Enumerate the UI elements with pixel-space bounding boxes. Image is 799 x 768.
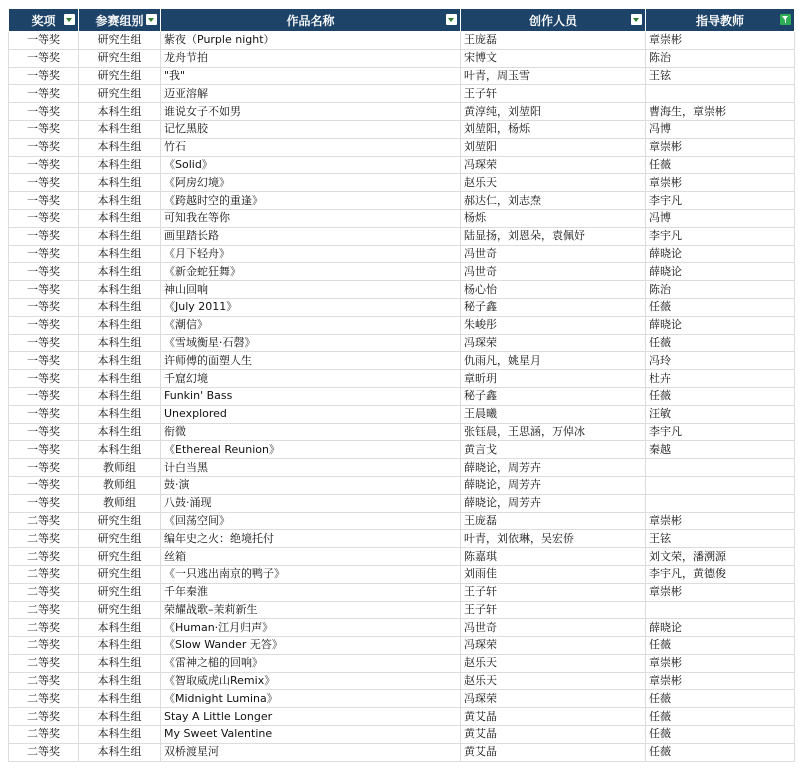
table-row[interactable] [9, 512, 795, 530]
table-row[interactable] [9, 103, 795, 121]
cell-group[interactable]: 研究生组 [79, 49, 161, 67]
cell-work-title[interactable]: 《跨越时空的重逢》 [161, 192, 461, 210]
cell-award[interactable]: 一等奖 [9, 441, 79, 459]
table-row[interactable] [9, 245, 795, 263]
cell-advisor[interactable]: 任薇 [646, 743, 795, 761]
cell-advisor[interactable]: 李宇凡 [646, 423, 795, 441]
cell-creators[interactable]: 刘堃阳，杨烁 [461, 120, 646, 138]
cell-group[interactable]: 研究生组 [79, 32, 161, 50]
cell-award[interactable]: 二等奖 [9, 672, 79, 690]
cell-award[interactable]: 一等奖 [9, 192, 79, 210]
table-row[interactable] [9, 690, 795, 708]
cell-creators[interactable]: 冯琛荣 [461, 690, 646, 708]
cell-work-title[interactable]: 记忆黑胶 [161, 120, 461, 138]
cell-advisor[interactable]: 王铉 [646, 67, 795, 85]
cell-creators[interactable]: 刘雨佳 [461, 565, 646, 583]
cell-group[interactable]: 本科生组 [79, 423, 161, 441]
cell-group[interactable]: 教师组 [79, 476, 161, 494]
cell-award[interactable]: 二等奖 [9, 583, 79, 601]
cell-group[interactable]: 本科生组 [79, 174, 161, 192]
cell-group[interactable]: 研究生组 [79, 512, 161, 530]
cell-award[interactable]: 一等奖 [9, 85, 79, 103]
cell-group[interactable]: 本科生组 [79, 672, 161, 690]
cell-award[interactable]: 一等奖 [9, 459, 79, 477]
cell-work-title[interactable]: 画里踏长路 [161, 227, 461, 245]
cell-group[interactable]: 本科生组 [79, 138, 161, 156]
cell-creators[interactable]: 黄淳纯，刘堃阳 [461, 103, 646, 121]
header-award [9, 9, 79, 32]
cell-group[interactable]: 研究生组 [79, 565, 161, 583]
cell-advisor[interactable]: 陈治 [646, 49, 795, 67]
header-label: 参赛组别 [95, 13, 144, 28]
cell-creators[interactable]: 王子轩 [461, 583, 646, 601]
cell-work-title[interactable]: 《Ethereal Reunion》 [161, 441, 461, 459]
table-row[interactable] [9, 708, 795, 726]
table-row[interactable] [9, 565, 795, 583]
cell-group[interactable]: 本科生组 [79, 690, 161, 708]
cell-work-title[interactable]: 紫夜（Purple night） [161, 32, 461, 50]
cell-work-title[interactable]: My Sweet Valentine [161, 726, 461, 744]
cell-advisor[interactable]: 李宇凡，黄德俊 [646, 565, 795, 583]
table-row[interactable] [9, 726, 795, 744]
cell-award[interactable]: 一等奖 [9, 352, 79, 370]
cell-work-title[interactable]: 《回荡空间》 [161, 512, 461, 530]
cell-creators[interactable]: 冯琛荣 [461, 156, 646, 174]
cell-advisor[interactable]: 任薇 [646, 690, 795, 708]
table-row[interactable] [9, 476, 795, 494]
cell-work-title[interactable]: 《July 2011》 [161, 298, 461, 316]
cell-creators[interactable]: 王晨曦 [461, 405, 646, 423]
cell-work-title[interactable]: 龙舟节拍 [161, 49, 461, 67]
cell-group[interactable]: 本科生组 [79, 263, 161, 281]
table-row[interactable] [9, 32, 795, 50]
cell-advisor[interactable]: 章崇彬 [646, 583, 795, 601]
cell-group[interactable]: 研究生组 [79, 85, 161, 103]
cell-creators[interactable]: 叶青，刘依琳，吴宏侨 [461, 530, 646, 548]
cell-advisor[interactable]: 章崇彬 [646, 174, 795, 192]
cell-award[interactable]: 一等奖 [9, 263, 79, 281]
cell-award[interactable]: 一等奖 [9, 423, 79, 441]
cell-work-title[interactable]: 《新金蛇狂舞》 [161, 263, 461, 281]
cell-award[interactable]: 一等奖 [9, 120, 79, 138]
cell-work-title[interactable]: 谁说女子不如男 [161, 103, 461, 121]
cell-creators[interactable]: 薛晓论，周芳卉 [461, 476, 646, 494]
cell-group[interactable]: 本科生组 [79, 227, 161, 245]
cell-group[interactable]: 本科生组 [79, 316, 161, 334]
cell-group[interactable]: 本科生组 [79, 405, 161, 423]
cell-advisor[interactable]: 秦越 [646, 441, 795, 459]
cell-creators[interactable]: 赵乐天 [461, 654, 646, 672]
cell-creators[interactable]: 陆显扬，刘恩朵，袁佩妤 [461, 227, 646, 245]
header-row [9, 9, 795, 32]
table-row[interactable] [9, 601, 795, 619]
table-row[interactable] [9, 138, 795, 156]
table-row[interactable] [9, 387, 795, 405]
cell-advisor[interactable]: 任薇 [646, 708, 795, 726]
cell-work-title[interactable]: 《阿房幻境》 [161, 174, 461, 192]
cell-creators[interactable]: 秘子鑫 [461, 387, 646, 405]
cell-group[interactable]: 本科生组 [79, 370, 161, 388]
cell-advisor[interactable]: 章崇彬 [646, 654, 795, 672]
cell-award[interactable]: 一等奖 [9, 387, 79, 405]
cell-advisor[interactable]: 任薇 [646, 726, 795, 744]
cell-group[interactable]: 教师组 [79, 494, 161, 512]
cell-creators[interactable]: 刘堃阳 [461, 138, 646, 156]
cell-award[interactable]: 二等奖 [9, 637, 79, 655]
filter-active-icon[interactable] [780, 14, 791, 25]
table-row[interactable] [9, 156, 795, 174]
cell-creators[interactable]: 赵乐天 [461, 174, 646, 192]
cell-creators[interactable]: 王子轩 [461, 85, 646, 103]
cell-advisor[interactable]: 章崇彬 [646, 672, 795, 690]
cell-award[interactable]: 一等奖 [9, 476, 79, 494]
header-label: 创作人员 [528, 13, 577, 28]
cell-award[interactable]: 一等奖 [9, 494, 79, 512]
filter-dropdown-icon[interactable] [146, 14, 157, 25]
table-row[interactable] [9, 227, 795, 245]
header-work-title [161, 9, 461, 32]
cell-award[interactable]: 一等奖 [9, 174, 79, 192]
table-row[interactable] [9, 405, 795, 423]
cell-creators[interactable]: 朱峻彤 [461, 316, 646, 334]
cell-award[interactable]: 二等奖 [9, 548, 79, 566]
cell-creators[interactable]: 冯琛荣 [461, 334, 646, 352]
table-row[interactable] [9, 352, 795, 370]
cell-creators[interactable]: 王庞磊 [461, 32, 646, 50]
cell-award[interactable]: 一等奖 [9, 103, 79, 121]
table-row[interactable] [9, 530, 795, 548]
cell-advisor[interactable]: 任薇 [646, 334, 795, 352]
cell-award[interactable]: 一等奖 [9, 370, 79, 388]
cell-work-title[interactable]: 《一只逃出南京的鸭子》 [161, 565, 461, 583]
table-row[interactable] [9, 548, 795, 566]
filter-dropdown-icon[interactable] [64, 14, 75, 25]
table-row[interactable] [9, 192, 795, 210]
cell-group[interactable]: 本科生组 [79, 654, 161, 672]
cell-advisor[interactable]: 任薇 [646, 387, 795, 405]
cell-group[interactable]: 研究生组 [79, 548, 161, 566]
cell-advisor[interactable]: 薛晓论 [646, 619, 795, 637]
cell-award[interactable]: 一等奖 [9, 156, 79, 174]
cell-group[interactable]: 本科生组 [79, 708, 161, 726]
table-row[interactable] [9, 583, 795, 601]
cell-work-title[interactable]: 八鼓·涌现 [161, 494, 461, 512]
table-row[interactable] [9, 174, 795, 192]
cell-group[interactable]: 教师组 [79, 459, 161, 477]
cell-creators[interactable]: 张钰晨，王思涵，万倬冰 [461, 423, 646, 441]
table-body [9, 32, 795, 762]
cell-award[interactable]: 二等奖 [9, 512, 79, 530]
cell-creators[interactable]: 陈嘉琪 [461, 548, 646, 566]
cell-work-title[interactable]: 衔微 [161, 423, 461, 441]
table-row[interactable] [9, 637, 795, 655]
cell-group[interactable]: 本科生组 [79, 245, 161, 263]
cell-creators[interactable]: 杨心怡 [461, 281, 646, 299]
cell-advisor[interactable]: 李宇凡 [646, 192, 795, 210]
cell-group[interactable]: 研究生组 [79, 583, 161, 601]
cell-creators[interactable]: 冯世奇 [461, 245, 646, 263]
cell-work-title[interactable]: 迈亚溶解 [161, 85, 461, 103]
cell-group[interactable]: 本科生组 [79, 441, 161, 459]
cell-creators[interactable]: 黄艾晶 [461, 708, 646, 726]
cell-award[interactable]: 二等奖 [9, 708, 79, 726]
cell-work-title[interactable]: 《月下轻舟》 [161, 245, 461, 263]
cell-work-title[interactable]: 《Human·江月归声》 [161, 619, 461, 637]
cell-creators[interactable]: 王庞磊 [461, 512, 646, 530]
cell-award[interactable]: 一等奖 [9, 298, 79, 316]
cell-creators[interactable]: 仇雨凡，姚星月 [461, 352, 646, 370]
table-row[interactable] [9, 85, 795, 103]
cell-work-title[interactable]: 千窟幻境 [161, 370, 461, 388]
table-row[interactable] [9, 619, 795, 637]
cell-group[interactable]: 本科生组 [79, 637, 161, 655]
cell-group[interactable]: 本科生组 [79, 352, 161, 370]
cell-creators[interactable]: 冯琛荣 [461, 637, 646, 655]
cell-creators[interactable]: 黄言戈 [461, 441, 646, 459]
cell-award[interactable]: 一等奖 [9, 227, 79, 245]
cell-advisor[interactable] [646, 476, 795, 494]
cell-award[interactable]: 一等奖 [9, 209, 79, 227]
table-row[interactable] [9, 494, 795, 512]
cell-creators[interactable]: 宋博文 [461, 49, 646, 67]
table-row[interactable] [9, 281, 795, 299]
table-row[interactable] [9, 441, 795, 459]
cell-work-title[interactable]: 《雪域衡星·石磬》 [161, 334, 461, 352]
header-creators [461, 9, 646, 32]
cell-advisor[interactable]: 章崇彬 [646, 32, 795, 50]
cell-creators[interactable]: 秘子鑫 [461, 298, 646, 316]
cell-award[interactable]: 二等奖 [9, 690, 79, 708]
cell-group[interactable]: 本科生组 [79, 334, 161, 352]
cell-award[interactable]: 二等奖 [9, 601, 79, 619]
table-row[interactable] [9, 334, 795, 352]
cell-group[interactable]: 本科生组 [79, 298, 161, 316]
table-row[interactable] [9, 743, 795, 761]
cell-creators[interactable]: 黄艾晶 [461, 743, 646, 761]
cell-advisor[interactable]: 刘文荣，潘溯源 [646, 548, 795, 566]
cell-advisor[interactable]: 章崇彬 [646, 138, 795, 156]
table-row[interactable] [9, 423, 795, 441]
table-row[interactable] [9, 672, 795, 690]
cell-advisor[interactable]: 冯博 [646, 120, 795, 138]
cell-work-title[interactable]: "我" [161, 67, 461, 85]
cell-advisor[interactable] [646, 85, 795, 103]
cell-group[interactable]: 本科生组 [79, 120, 161, 138]
cell-advisor[interactable]: 任薇 [646, 298, 795, 316]
cell-group[interactable]: 本科生组 [79, 103, 161, 121]
cell-work-title[interactable]: Funkin' Bass [161, 387, 461, 405]
spreadsheet [8, 8, 794, 762]
cell-creators[interactable]: 郝达仁，刘志焘 [461, 192, 646, 210]
cell-advisor[interactable] [646, 601, 795, 619]
table-row[interactable] [9, 209, 795, 227]
cell-award[interactable]: 二等奖 [9, 565, 79, 583]
table-row[interactable] [9, 120, 795, 138]
cell-work-title[interactable]: 神山回响 [161, 281, 461, 299]
cell-award[interactable]: 二等奖 [9, 726, 79, 744]
cell-advisor[interactable]: 曹海生，章崇彬 [646, 103, 795, 121]
cell-work-title[interactable]: Unexplored [161, 405, 461, 423]
cell-creators[interactable]: 冯世奇 [461, 619, 646, 637]
cell-creators[interactable]: 冯世奇 [461, 263, 646, 281]
cell-advisor[interactable]: 薛晓论 [646, 316, 795, 334]
cell-creators[interactable]: 叶青，周玉雪 [461, 67, 646, 85]
cell-group[interactable]: 本科生组 [79, 156, 161, 174]
cell-advisor[interactable]: 薛晓论 [646, 245, 795, 263]
cell-group[interactable]: 研究生组 [79, 530, 161, 548]
cell-creators[interactable]: 薛晓论，周芳卉 [461, 459, 646, 477]
header-group [79, 9, 161, 32]
cell-group[interactable]: 本科生组 [79, 387, 161, 405]
filter-dropdown-icon[interactable] [446, 14, 457, 25]
cell-advisor[interactable]: 李宇凡 [646, 227, 795, 245]
cell-award[interactable]: 一等奖 [9, 138, 79, 156]
cell-advisor[interactable]: 任薇 [646, 156, 795, 174]
cell-work-title[interactable]: 千年秦淮 [161, 583, 461, 601]
cell-work-title[interactable]: 荣耀战歌–茉莉新生 [161, 601, 461, 619]
cell-advisor[interactable] [646, 494, 795, 512]
cell-work-title[interactable]: 《Midnight Lumina》 [161, 690, 461, 708]
cell-advisor[interactable]: 王铉 [646, 530, 795, 548]
cell-award[interactable]: 二等奖 [9, 654, 79, 672]
cell-award[interactable]: 一等奖 [9, 32, 79, 50]
cell-advisor[interactable]: 章崇彬 [646, 512, 795, 530]
cell-award[interactable]: 一等奖 [9, 245, 79, 263]
cell-work-title[interactable]: 计白当黑 [161, 459, 461, 477]
cell-group[interactable]: 本科生组 [79, 726, 161, 744]
cell-advisor[interactable]: 薛晓论 [646, 263, 795, 281]
cell-advisor[interactable]: 任薇 [646, 637, 795, 655]
cell-advisor[interactable]: 陈治 [646, 281, 795, 299]
cell-award[interactable]: 一等奖 [9, 281, 79, 299]
table-row[interactable] [9, 316, 795, 334]
cell-creators[interactable]: 黄艾晶 [461, 726, 646, 744]
cell-award[interactable]: 二等奖 [9, 530, 79, 548]
table-row[interactable] [9, 459, 795, 477]
cell-group[interactable]: 本科生组 [79, 281, 161, 299]
cell-award[interactable]: 一等奖 [9, 67, 79, 85]
table-row[interactable] [9, 49, 795, 67]
cell-work-title[interactable]: 许师傅的面塑人生 [161, 352, 461, 370]
cell-creators[interactable]: 杨烁 [461, 209, 646, 227]
header-label: 作品名称 [286, 13, 335, 28]
table-row[interactable] [9, 370, 795, 388]
awards-table [8, 8, 795, 762]
header-label: 奖项 [31, 13, 56, 28]
cell-work-title[interactable]: 《雷神之槌的回响》 [161, 654, 461, 672]
cell-group[interactable]: 本科生组 [79, 209, 161, 227]
cell-award[interactable]: 一等奖 [9, 405, 79, 423]
cell-work-title[interactable]: Stay A Little Longer [161, 708, 461, 726]
header-advisor [646, 9, 795, 32]
table-row[interactable] [9, 654, 795, 672]
cell-work-title[interactable]: 编年史之火：绝境托付 [161, 530, 461, 548]
cell-advisor[interactable]: 冯博 [646, 209, 795, 227]
cell-group[interactable]: 研究生组 [79, 67, 161, 85]
cell-creators[interactable]: 章昕玥 [461, 370, 646, 388]
cell-work-title[interactable]: 双桥渡星河 [161, 743, 461, 761]
cell-award[interactable]: 一等奖 [9, 49, 79, 67]
cell-award[interactable]: 一等奖 [9, 316, 79, 334]
cell-award[interactable]: 二等奖 [9, 619, 79, 637]
cell-group[interactable]: 本科生组 [79, 743, 161, 761]
cell-work-title[interactable]: 竹石 [161, 138, 461, 156]
cell-award[interactable]: 二等奖 [9, 743, 79, 761]
cell-advisor[interactable]: 冯玲 [646, 352, 795, 370]
table-row[interactable] [9, 67, 795, 85]
cell-creators[interactable]: 赵乐天 [461, 672, 646, 690]
cell-work-title[interactable]: 《潮信》 [161, 316, 461, 334]
cell-group[interactable]: 本科生组 [79, 619, 161, 637]
cell-group[interactable]: 本科生组 [79, 192, 161, 210]
table-row[interactable] [9, 263, 795, 281]
filter-dropdown-icon[interactable] [631, 14, 642, 25]
cell-creators[interactable]: 王子轩 [461, 601, 646, 619]
cell-advisor[interactable] [646, 459, 795, 477]
cell-work-title[interactable]: 《Slow Wander 无答》 [161, 637, 461, 655]
table-row[interactable] [9, 298, 795, 316]
cell-advisor[interactable]: 杜卉 [646, 370, 795, 388]
cell-work-title[interactable]: 鼓·演 [161, 476, 461, 494]
cell-creators[interactable]: 薛晓论，周芳卉 [461, 494, 646, 512]
header-label: 指导教师 [695, 13, 744, 28]
cell-advisor[interactable]: 汪敏 [646, 405, 795, 423]
cell-work-title[interactable]: 《智取威虎山Remix》 [161, 672, 461, 690]
cell-award[interactable]: 一等奖 [9, 334, 79, 352]
cell-work-title[interactable]: 《Solid》 [161, 156, 461, 174]
cell-work-title[interactable]: 可知我在等你 [161, 209, 461, 227]
cell-work-title[interactable]: 丝箱 [161, 548, 461, 566]
cell-group[interactable]: 研究生组 [79, 601, 161, 619]
